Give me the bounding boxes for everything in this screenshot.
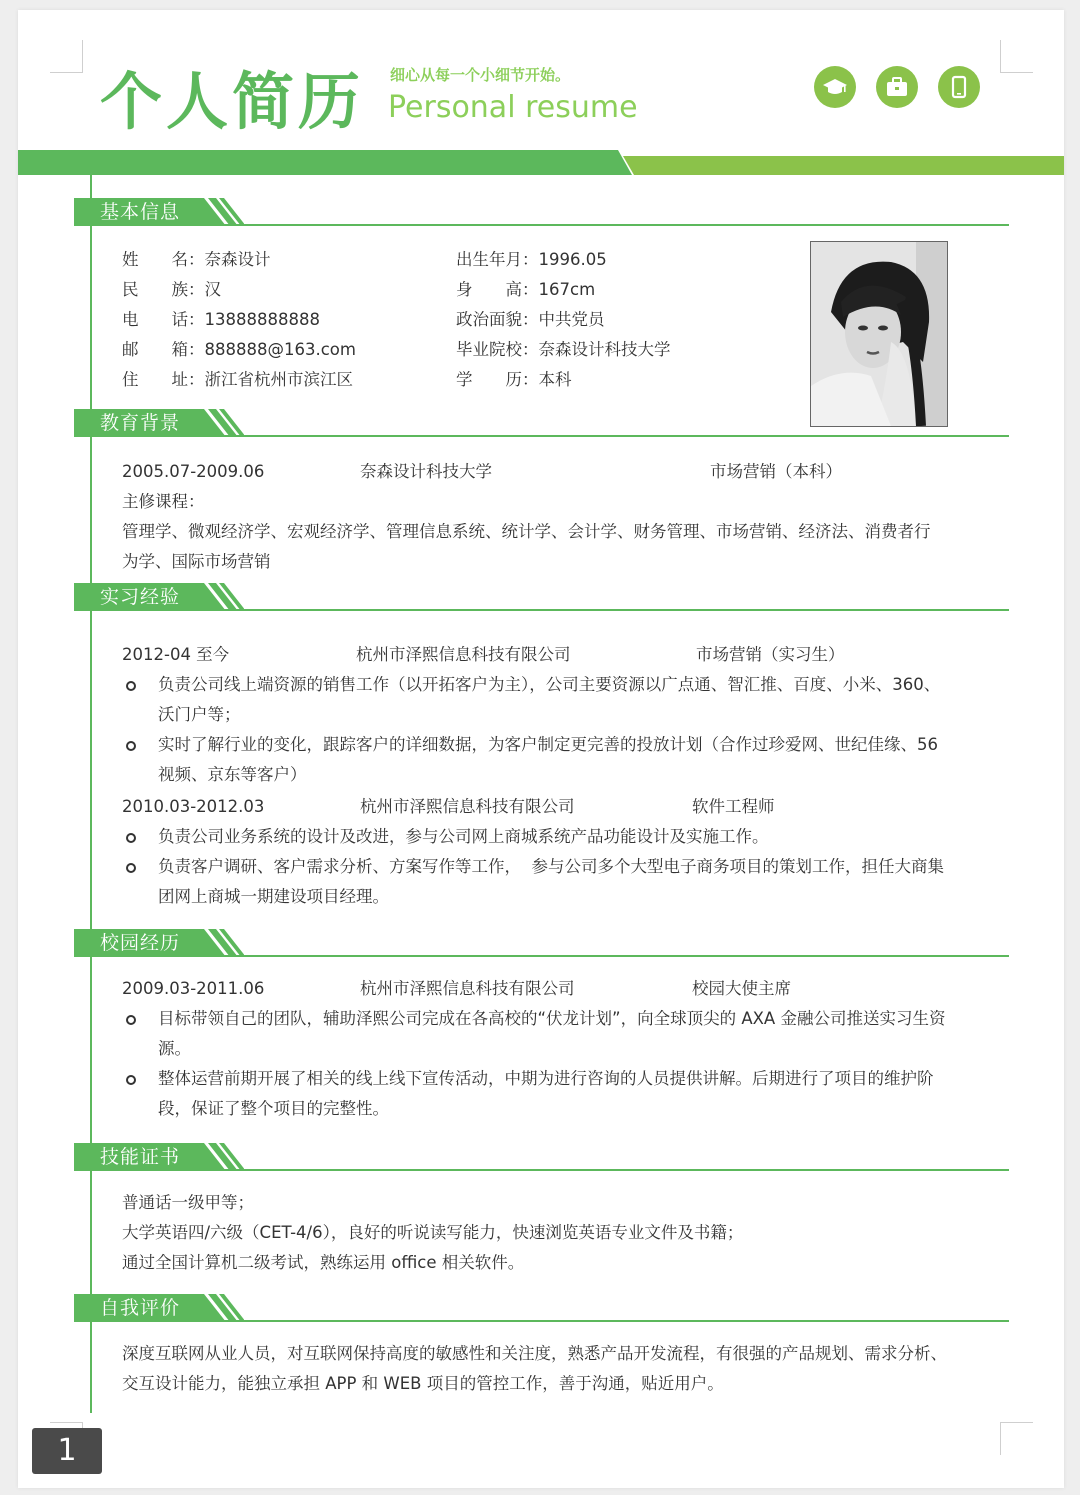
list-item: 实时了解行业的变化，跟踪客户的详细数据，为客户制定更完善的投放计划（合作过珍爱网、世纪佳缘、56 视频、京东等客户） <box>122 730 1002 790</box>
info-row <box>122 245 356 275</box>
section-title: 基本信息 <box>100 201 181 223</box>
info-label: 学 历： <box>456 370 539 389</box>
info-value: 奈森设计科技大学 <box>538 340 671 359</box>
self-evaluation-text <box>122 1339 1002 1399</box>
info-label: 邮 箱： <box>122 340 205 359</box>
basic-info-right <box>456 245 671 395</box>
info-row <box>122 335 356 365</box>
profile-photo <box>810 241 948 427</box>
info-row <box>122 275 356 305</box>
info-label: 政治面貌： <box>456 310 539 329</box>
section-header <box>74 1294 1009 1324</box>
info-value: 汉 <box>204 280 221 299</box>
info-row <box>122 365 356 395</box>
section-divider <box>214 609 1009 611</box>
job-role: 软件工程师 <box>692 797 775 816</box>
section-divider <box>214 435 1009 437</box>
section-divider <box>214 955 1009 957</box>
info-value: 浙江省杭州市滨江区 <box>204 370 353 389</box>
crop-mark-top-right <box>1000 40 1033 73</box>
list-item: 负责公司线上端资源的销售工作（以开拓客户为主），公司主要资源以广点通、智汇推、百度、小米、360、 沃门户等； <box>122 670 1002 730</box>
section-self-evaluation <box>74 1294 1009 1324</box>
section-internship <box>74 583 1009 613</box>
self-line: 交互设计能力，能独立承担 APP 和 WEB 项目的管控工作，善于沟通，贴近用户。 <box>122 1374 724 1393</box>
skill-line: 普通话一级甲等； <box>122 1193 254 1212</box>
bullet-icon <box>126 833 136 843</box>
page-number-badge: 1 <box>32 1428 102 1474</box>
job-company: 杭州市泽熙信息科技有限公司 <box>356 645 571 664</box>
header-bar <box>18 150 1064 175</box>
info-value: 中共党员 <box>538 310 605 329</box>
list-item: 负责公司业务系统的设计及改进，参与公司网上商城系统产品功能设计及实施工作。 <box>122 822 1002 852</box>
section-skills <box>74 1143 1009 1173</box>
section-title: 技能证书 <box>100 1146 181 1168</box>
section-title: 校园经历 <box>100 932 181 954</box>
job-period: 2012-04 至今 <box>122 645 230 664</box>
section-header <box>74 198 1009 228</box>
info-label: 住 址： <box>122 370 205 389</box>
page-subtitle: Personal resume <box>388 90 638 125</box>
self-line: 深度互联网从业人员，对互联网保持高度的敏感性和关注度，熟悉产品开发流程，有很强的产品规划、需求分析、 <box>122 1344 947 1363</box>
campus-period: 2009.03-2011.06 <box>122 979 265 998</box>
info-value: 167cm <box>538 280 596 299</box>
info-label: 民 族： <box>122 280 205 299</box>
section-divider <box>214 1320 1009 1322</box>
graduation-cap-icon <box>814 66 856 108</box>
crop-mark-bottom-right <box>1000 1422 1033 1455</box>
info-row <box>456 305 671 335</box>
info-row <box>122 305 356 335</box>
section-header <box>74 1143 1009 1173</box>
section-header <box>74 583 1009 613</box>
page-title: 个人简历 <box>100 65 365 138</box>
info-row <box>456 335 671 365</box>
campus-company: 杭州市泽熙信息科技有限公司 <box>360 979 575 998</box>
crop-mark-top-left <box>50 40 83 73</box>
info-label: 出生年月： <box>456 250 539 269</box>
skills-list <box>122 1188 1002 1278</box>
campus-role: 校园大使主席 <box>692 979 791 998</box>
edu-school: 奈森设计科技大学 <box>360 462 492 481</box>
section-title: 实习经验 <box>100 586 181 608</box>
info-value: 本科 <box>538 370 572 389</box>
bullet-icon <box>126 1015 136 1025</box>
section-campus <box>74 929 1009 959</box>
job-bullets <box>122 670 1002 790</box>
section-divider <box>214 224 1009 226</box>
info-value: 888888@163.com <box>204 340 356 359</box>
slogan: 细心从每一个小细节开始。 <box>390 66 571 84</box>
bullet-icon <box>126 681 136 691</box>
list-item: 目标带领自己的团队，辅助泽熙公司完成在各高校的“伏龙计划”，向全球顶尖的 AXA 金融公司推送实习生资 源。 <box>122 1004 1002 1064</box>
info-row <box>456 365 671 395</box>
bullet-icon <box>126 1075 136 1085</box>
edu-major: 市场营销（本科） <box>710 462 842 481</box>
job-company: 杭州市泽熙信息科技有限公司 <box>360 797 575 816</box>
basic-info-left <box>122 245 356 395</box>
phone-icon <box>938 66 980 108</box>
resume-page <box>18 10 1064 1488</box>
info-row <box>456 275 671 305</box>
campus-bullets <box>122 1004 1002 1124</box>
edu-period: 2005.07-2009.06 <box>122 462 265 481</box>
info-value: 13888888888 <box>204 310 320 329</box>
courses-line: 为学、国际市场营销 <box>122 552 271 571</box>
info-label: 身 高： <box>456 280 539 299</box>
info-label: 姓 名： <box>122 250 205 269</box>
job-period: 2010.03-2012.03 <box>122 797 265 816</box>
info-value: 1996.05 <box>538 250 607 269</box>
list-item: 整体运营前期开展了相关的线上线下宣传活动，中期为进行咨询的人员提供讲解。后期进行了项目的维护阶 段，保证了整个项目的完整性。 <box>122 1064 1002 1124</box>
list-item: 负责客户调研、客户需求分析、方案写作等工作， 参与公司多个大型电子商务项目的策划工作，担任大商集 团网上商城一期建设项目经理。 <box>122 852 1002 912</box>
job-bullets <box>122 822 1002 912</box>
section-basic-info <box>74 198 1009 228</box>
section-title: 自我评价 <box>100 1297 181 1319</box>
courses-label: 主修课程： <box>122 492 205 511</box>
info-value: 奈森设计 <box>204 250 271 269</box>
section-education <box>74 409 1009 439</box>
section-header <box>74 409 1009 439</box>
section-header <box>74 929 1009 959</box>
skill-line: 大学英语四/六级（CET-4/6），良好的听说读写能力，快速浏览英语专业文件及书籍； <box>122 1223 744 1242</box>
skill-line: 通过全国计算机二级考试，熟练运用 office 相关软件。 <box>122 1253 525 1272</box>
courses-line: 管理学、微观经济学、宏观经济学、管理信息系统、统计学、会计学、财务管理、市场营销、经济法、消费者行 <box>122 522 931 541</box>
bullet-icon <box>126 741 136 751</box>
bullet-icon <box>126 863 136 873</box>
edu-courses <box>122 487 992 577</box>
info-label: 电 话： <box>122 310 205 329</box>
job-role: 市场营销（实习生） <box>696 645 845 664</box>
section-title: 教育背景 <box>100 412 181 434</box>
info-label: 毕业院校： <box>456 340 539 359</box>
info-row <box>456 245 671 275</box>
section-divider <box>214 1169 1009 1171</box>
briefcase-icon <box>876 66 918 108</box>
header-icons <box>814 66 980 108</box>
timeline-line <box>90 175 92 1413</box>
